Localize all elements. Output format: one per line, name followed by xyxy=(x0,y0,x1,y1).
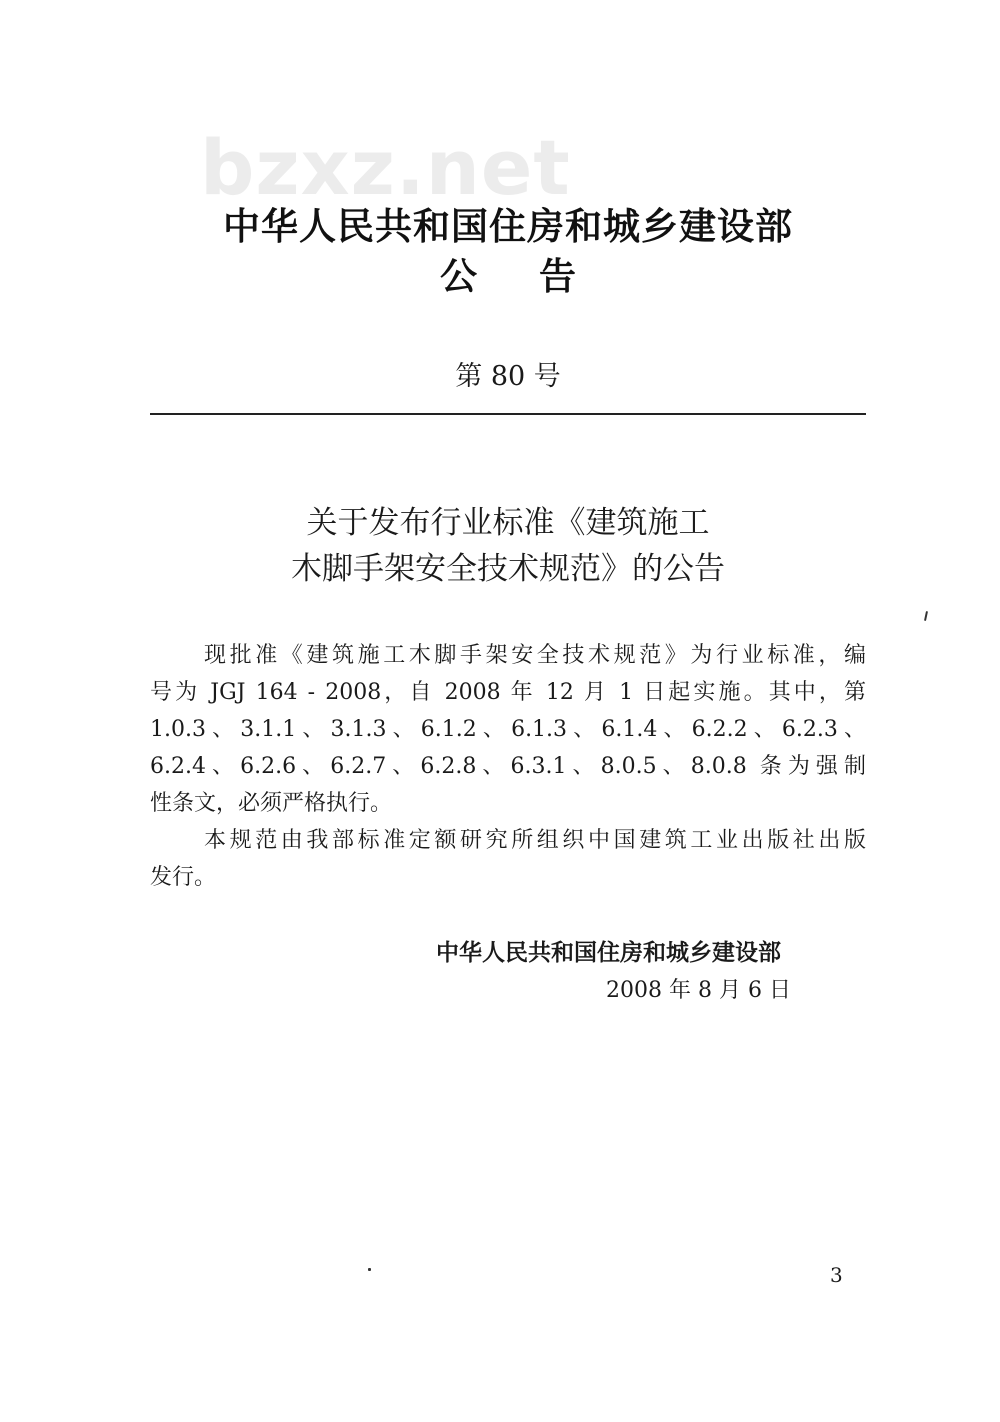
issuer-signature: 中华人民共和国住房和城乡建设部 xyxy=(436,940,781,966)
document-title-line-1: 关于发布行业标准《建筑施工 xyxy=(306,505,710,541)
page-number: 3 xyxy=(830,1263,843,1287)
body-line-6: 本规范由我部标准定额研究所组织中国建筑工业出版社出版 xyxy=(204,828,866,853)
scan-speck xyxy=(924,611,928,621)
watermark-text: bzxz.net xyxy=(200,123,571,212)
document-title-line-2: 木脚手架安全技术规范》的公告 xyxy=(291,551,725,587)
announcement-number: 第 80 号 xyxy=(455,361,561,392)
body-line-5: 性条文，必须严格执行。 xyxy=(150,791,393,816)
header-divider xyxy=(150,413,866,415)
body-line-7: 发行。 xyxy=(150,865,217,890)
issue-date: 2008 年 8 月 6 日 xyxy=(606,978,791,1003)
document-title xyxy=(150,500,866,592)
body-line-2: 号为 JGJ 164 - 2008，自 2008 年 12 月 1 日起实施。其中，第 xyxy=(150,680,866,705)
scan-speck xyxy=(368,1268,371,1271)
body-paragraphs xyxy=(150,637,866,896)
ministry-heading: 中华人民共和国住房和城乡建设部 xyxy=(223,205,793,248)
body-line-4: 6.2.4、6.2.6、6.2.7、6.2.8、6.3.1、8.0.5、8.0.8 条为强制 xyxy=(150,754,866,779)
announcement-heading: 公告 xyxy=(440,255,638,298)
body-line-1: 现批准《建筑施工木脚手架安全技术规范》为行业标准，编 xyxy=(204,643,866,668)
body-line-3: 1.0.3、3.1.1、3.1.3、6.1.2、6.1.3、6.1.4、6.2.2、6.2.3、 xyxy=(150,717,866,742)
